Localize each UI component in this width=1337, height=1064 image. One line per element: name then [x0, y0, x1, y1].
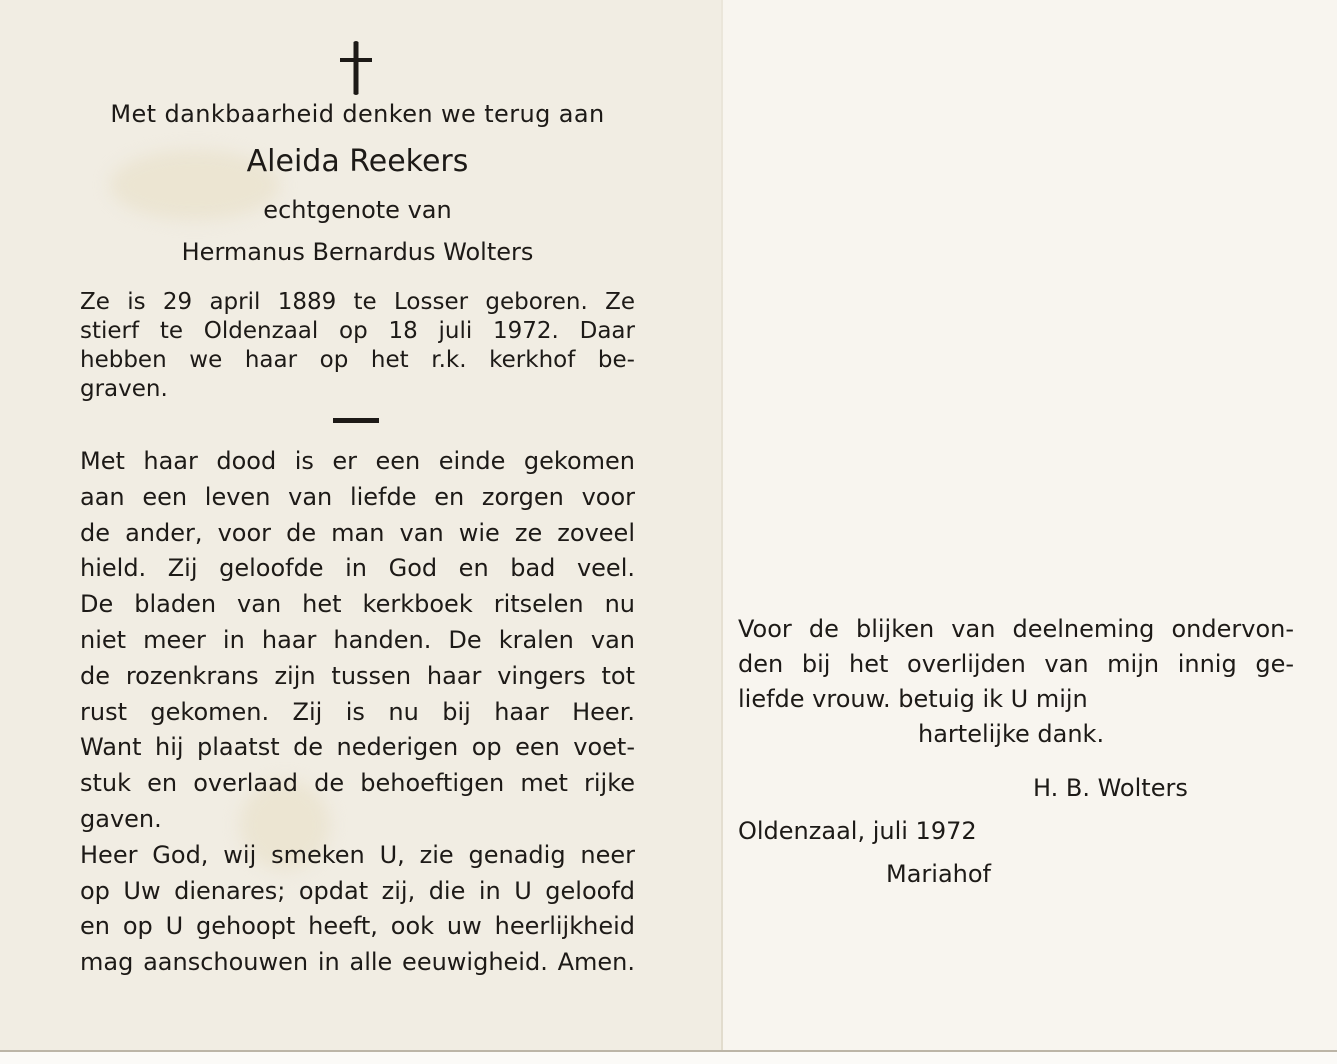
address: Mariahof [886, 860, 991, 888]
intro-line: Met dankbaarheid denken we terug aan [110, 100, 605, 128]
meditation-line: Met haar dood is er een einde gekomen [80, 447, 635, 475]
meditation-line: niet meer in haar handen. De kralen van [80, 625, 635, 654]
thanks-line: den bij het overlijden van mijn innig ge- [738, 650, 1294, 678]
card-fold [721, 0, 723, 1050]
meditation-line: de rozenkrans zijn tussen haar vingers tot [80, 661, 635, 690]
thanks-line: Voor de blijken van deelneming ondervon- [738, 615, 1294, 643]
prayer-line: mag aanschouwen in alle eeuwigheid. Amen. [80, 948, 635, 977]
cross-icon-shape [340, 41, 372, 95]
deceased-name: Aleida Reekers [246, 144, 469, 179]
prayer-line: Heer God, wij smeken U, zie genadig neer [80, 840, 635, 869]
bio-line: hebben we haar op het r.k. kerkhof be- [80, 347, 635, 373]
thank-you-note [738, 612, 1294, 752]
bio-line: graven. [80, 376, 168, 402]
right-panel [722, 0, 1337, 1050]
spouse-name: Hermanus Bernardus Wolters [181, 238, 534, 266]
meditation-line: gaven. [80, 804, 162, 833]
meditation-line: stuk en overlaad de behoeftigen met rijke [80, 769, 635, 798]
place-date: Oldenzaal, juli 1972 [738, 817, 977, 845]
prayer-line: en op U gehoopt heeft, ook uw heerlijkheid [80, 912, 635, 941]
biography-paragraph [80, 288, 635, 404]
meditation-line: rust gekomen. Zij is nu bij haar Heer. [80, 697, 635, 726]
thanks-line: liefde vrouw. betuig ik U mijn [738, 685, 1088, 713]
spouse-label: echtgenote van [263, 196, 452, 224]
section-divider [333, 418, 379, 423]
cross-icon [336, 40, 376, 96]
meditation-line: aan een leven van liefde en zorgen voor [80, 482, 635, 511]
thanks-line: hartelijke dank. [918, 720, 1105, 748]
prayer-line: op Uw dienares; opdat zij, die in U geloofd [80, 876, 635, 905]
meditation-line: de ander, voor de man van wie ze zoveel [80, 518, 635, 547]
card-bottom-edge [0, 1050, 1337, 1064]
signature: H. B. Wolters [1033, 774, 1188, 802]
meditation-line: De bladen van het kerkboek ritselen nu [80, 590, 635, 619]
meditation-line: hield. Zij geloofde in God en bad veel. [80, 554, 635, 583]
bio-line: Ze is 29 april 1889 te Losser geboren. Ze [80, 289, 635, 315]
meditation-paragraph [80, 444, 635, 981]
meditation-line: Want hij plaatst de nederigen op een voet- [80, 733, 635, 762]
bio-line: stierf te Oldenzaal op 18 juli 1972. Daar [80, 318, 635, 344]
